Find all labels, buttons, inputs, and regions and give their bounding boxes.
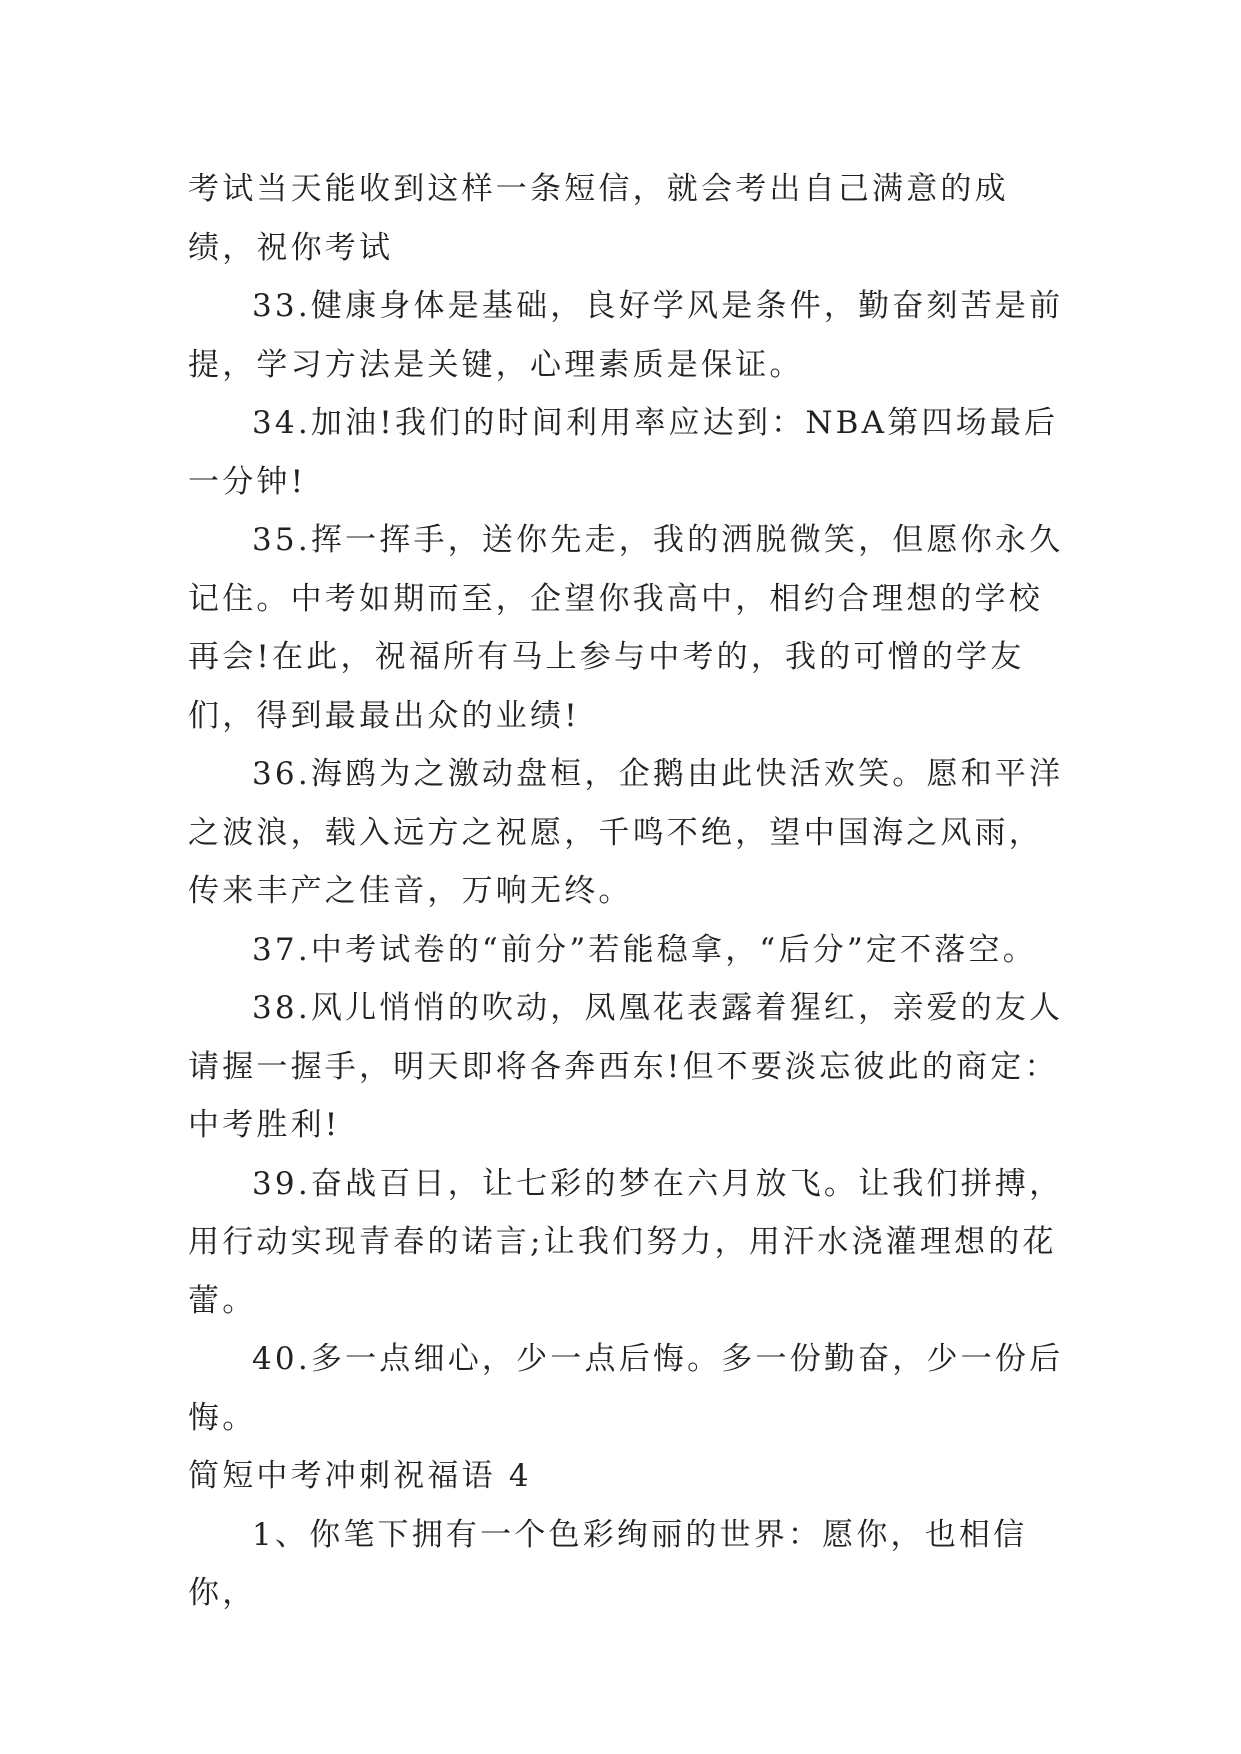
paragraph-section4-1: 1、你笔下拥有一个色彩绚丽的世界：愿你，也相信你， <box>188 1516 1028 1611</box>
paragraph-39: 39.奋战百日，让七彩的梦在六月放飞。让我们拼搏，用行动实现青春的诺言;让我们努力，用汗水浇灌理想的花蕾。 <box>188 1165 1064 1319</box>
paragraph-35: 35.挥一挥手，送你先走，我的洒脱微笑，但愿你永久记住。中考如期而至，企望你我高中，相约合理想的学校再会!在此，祝福所有马上参与中考的，我的可憎的学友们，得到最最出众的业绩! <box>188 522 1064 734</box>
paragraph-38: 38.风儿悄悄的吹动，凤凰花表露着猩红，亲爱的友人请握一握手，明天即将各奔西东!但不要淡忘彼此的商定：中考胜利! <box>188 990 1064 1143</box>
section-heading: 简短中考冲刺祝福语 4 <box>188 1458 532 1494</box>
paragraph-33: 33.健康身体是基础，良好学风是条件，勤奋刻苦是前提，学习方法是关键，心理素质是保证。 <box>188 288 1064 383</box>
paragraph-continuation: 考试当天能收到这样一条短信，就会考出自己满意的成绩，祝你考试 <box>188 171 1009 266</box>
document-body <box>188 160 1068 1623</box>
paragraph-36: 36.海鸥为之激动盘桓，企鹅由此快活欢笑。愿和平洋之波浪，载入远方之祝愿，千鸣不绝，望中国海之风雨，传来丰产之佳音，万响无终。 <box>188 756 1064 909</box>
paragraph-40: 40.多一点细心，少一点后悔。多一份勤奋，少一份后悔。 <box>188 1341 1064 1436</box>
paragraph-37: 37.中考试卷的“前分”若能稳拿，“后分”定不落空。 <box>252 931 1037 968</box>
paragraph-34: 34.加油!我们的时间利用率应达到：NBA第四场最后一分钟! <box>188 405 1059 500</box>
